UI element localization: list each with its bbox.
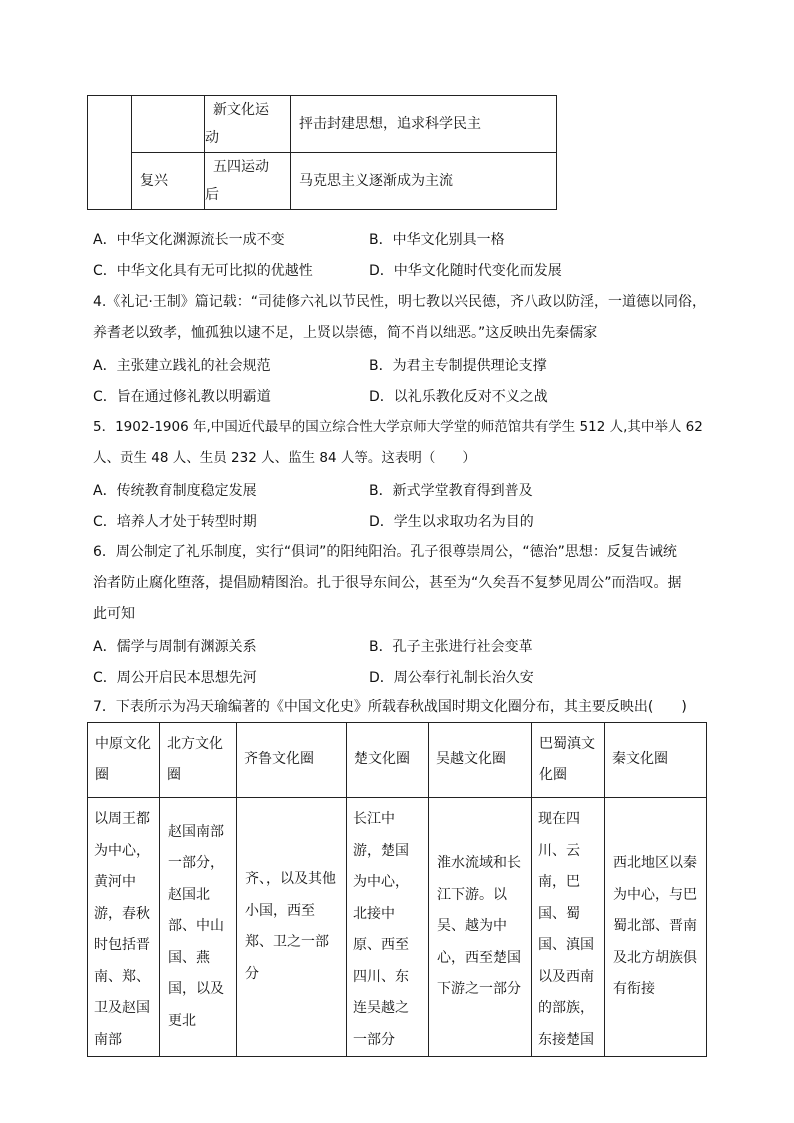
header-text: 吴越文化圈 [436, 751, 506, 768]
cell-text: 以周王都为中心，黄河中游，春秋时包括晋南、郑、卫及赵国南部 [94, 811, 150, 1048]
cell-text: 抨击封建思想，追求科学民主 [299, 116, 481, 132]
q3-option-b: B．中华文化别具一格 [369, 232, 505, 248]
table-cell [132, 153, 205, 210]
q4-stem-line2: 养耆老以致孝，恤孤独以逮不足，上贤以崇德，简不肖以绌恶。”这反映出先秦儒家 [93, 325, 598, 341]
table-cell [605, 798, 707, 1057]
q6-option-a: A．儒学与周制有渊源关系 [93, 639, 257, 655]
q6-stem-line1: 6．周公制定了礼乐制度，实行“俱词”的阳纯阳治。孔子很尊崇周公，“德治”思想：反复告诫统 [93, 544, 677, 560]
cell-text: 淮水流域和长江下游。以吴、越为中心，西至楚国下游之一部分 [437, 855, 521, 998]
header-cell [429, 723, 532, 798]
culture-circle-table [87, 722, 707, 1057]
header-text: 巴蜀滇文化圈 [539, 735, 595, 783]
q3-option-a: A．中华文化渊源流长一成不变 [93, 232, 285, 248]
q6-stem-line2: 治者防止腐化堕落，提倡励精图治。扎于很导东间公，甚至为“久矣吾不复梦见周公”而浩叹。据 [93, 575, 682, 591]
header-cell [532, 723, 605, 798]
table-cell [291, 96, 557, 153]
table-header-row [88, 723, 707, 798]
q5-stem-line1: 5．1902-1906 年,中国近代最早的国立综合性大学京师大学堂的师范馆共有学生 512 人,其中举人 62 [93, 419, 703, 435]
header-cell [347, 723, 429, 798]
q4-option-a: A．主张建立践礼的社会规范 [93, 358, 271, 374]
cell-text: 西北地区以秦为中心，与巴蜀北部、晋南及北方胡族俱有衔接 [613, 855, 697, 998]
header-text: 中原文化圈 [95, 735, 151, 783]
table-cell [160, 798, 237, 1057]
cell-text: 复兴 [140, 173, 168, 189]
header-cell [88, 723, 160, 798]
table-cell [88, 798, 160, 1057]
table-row [88, 96, 557, 153]
header-text: 楚文化圈 [354, 751, 410, 768]
cell-text: 五四运动后 [205, 159, 269, 203]
q6-option-b: B．孔子主张进行社会变革 [369, 639, 533, 655]
header-cell [237, 723, 347, 798]
header-cell [160, 723, 237, 798]
q3-option-c: C．中华文化具有无可比拟的优越性 [93, 263, 313, 279]
q6-option-c: C．周公开启民本思想先河 [93, 670, 257, 686]
q6-stem-line3: 此可知 [93, 606, 135, 622]
q5-stem-line2: 人、贡生 48 人、生员 232 人、监生 84 人等。这表明（ ） [93, 450, 476, 466]
cell-text: 现在四川、云南，巴国、蜀国、滇国以及西南的部族，东接楚国 [538, 811, 594, 1048]
q4-stem-line1: 4.《礼记·王制》篇记载：“司徒修六礼以节民性，明七教以兴民德，齐八政以防淫，一道德以同俗， [93, 294, 707, 310]
table-cell-empty [88, 96, 132, 210]
cell-text: 长江中游，楚国为中心，北接中原、西至四川、东连吴越之一部分 [353, 811, 409, 1048]
header-text: 北方文化圈 [167, 735, 223, 783]
cell-text: 新文化运动 [205, 102, 269, 146]
cell-text: 齐、，以及其他小国，西至郑、卫之一部分 [245, 871, 336, 982]
table-cell [291, 153, 557, 210]
header-text: 齐鲁文化圈 [244, 751, 314, 768]
q5-option-b: B．新式学堂教育得到普及 [369, 483, 533, 499]
header-cell [605, 723, 707, 798]
q5-option-d: D．学生以求取功名为目的 [369, 514, 534, 530]
table-row [88, 153, 557, 210]
table-cell [429, 798, 532, 1057]
table-cell [347, 798, 429, 1057]
q5-option-c: C．培养人才处于转型时期 [93, 514, 257, 530]
header-text: 秦文化圈 [612, 751, 668, 768]
q6-option-d: D．周公奉行礼制长治久安 [369, 670, 534, 686]
table-cell [237, 798, 347, 1057]
table-cell [205, 153, 291, 210]
cell-text: 赵国南部一部分，赵国北部、中山国、燕国，以及更北 [168, 823, 224, 1029]
q4-option-c: C．旨在通过修礼教以明霸道 [93, 389, 271, 405]
table-cell-empty [132, 96, 205, 153]
q4-option-d: D．以礼乐教化反对不义之战 [369, 389, 548, 405]
table-cell [205, 96, 291, 153]
table-continued [87, 95, 557, 210]
q5-option-a: A．传统教育制度稳定发展 [93, 483, 257, 499]
q4-option-b: B．为君主专制提供理论支撑 [369, 358, 547, 374]
q7-stem: 7．下表所示为冯天瑜编著的《中国文化史》所载春秋战国时期文化圈分布，其主要反映出( ) [93, 699, 687, 715]
cell-text: 马克思主义逐渐成为主流 [299, 173, 453, 189]
table-cell [532, 798, 605, 1057]
table-row [88, 798, 707, 1057]
q3-option-d: D．中华文化随时代变化而发展 [369, 263, 562, 279]
